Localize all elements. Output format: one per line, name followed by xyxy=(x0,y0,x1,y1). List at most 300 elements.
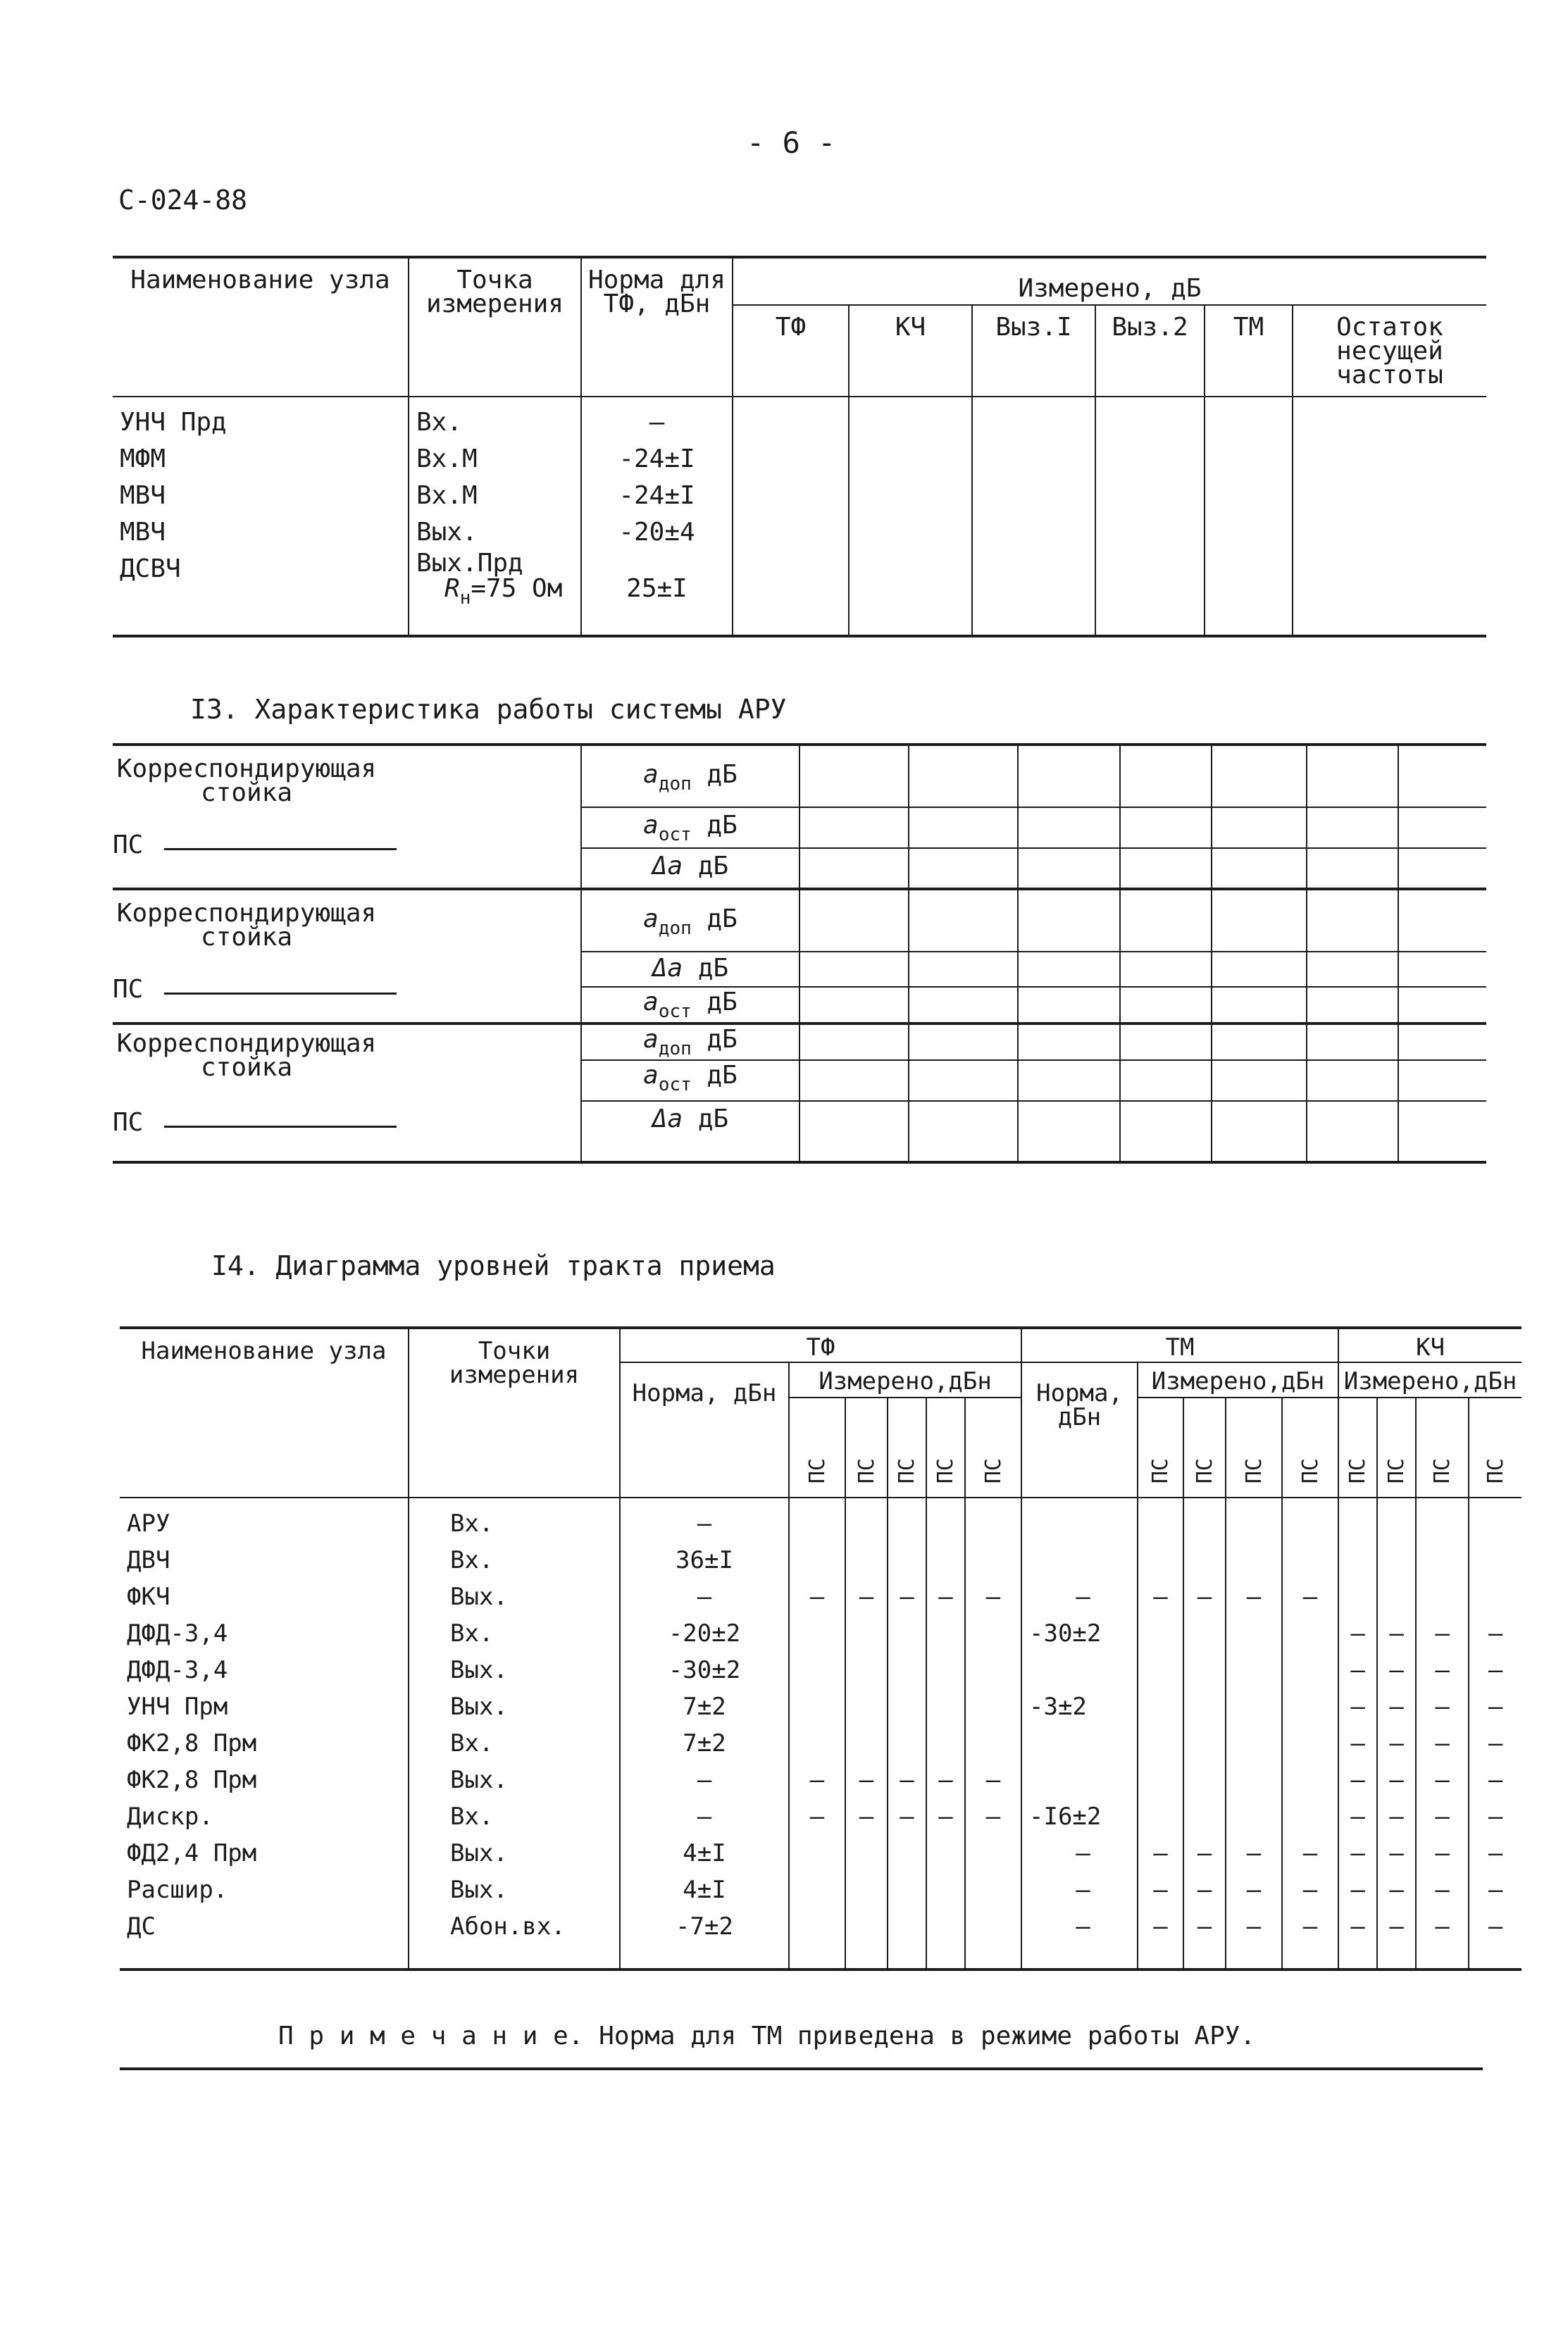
dash-mark: – xyxy=(900,1803,914,1831)
ps-column-header xyxy=(1226,1398,1282,1498)
param-cell xyxy=(581,1023,799,1060)
measure-point: Вых. xyxy=(450,1766,508,1794)
dash-mark: – xyxy=(1488,1803,1503,1831)
value-cell xyxy=(1398,889,1486,952)
dash-mark: – xyxy=(1197,1583,1212,1611)
agc-group-1 xyxy=(113,745,581,889)
dash-mark: – xyxy=(1488,1619,1503,1648)
dash-mark: – xyxy=(1435,1729,1450,1757)
ps-column-header xyxy=(965,1398,1021,1498)
measured-cell xyxy=(849,397,972,636)
param-cell xyxy=(581,848,799,889)
header-node-name: Наименование узла xyxy=(113,257,409,397)
dash-mark: – xyxy=(859,1766,874,1794)
value-cell xyxy=(1212,1060,1307,1101)
value-cell xyxy=(1307,848,1398,889)
dash-mark: – xyxy=(1488,1656,1503,1684)
tm-norm: – xyxy=(1076,1839,1090,1867)
param-unit: дБ xyxy=(707,1025,738,1054)
norm-value: -20±4 xyxy=(618,518,695,547)
ps-label: ПС xyxy=(895,1457,919,1483)
node-name: МВЧ xyxy=(120,518,166,547)
node-name: АРУ xyxy=(127,1510,170,1538)
value-cell xyxy=(1018,1101,1120,1162)
tf-ps-col xyxy=(926,1498,965,1970)
dash-mark: – xyxy=(1350,1729,1365,1757)
value-cell xyxy=(1120,889,1212,952)
value-cell xyxy=(1212,889,1307,952)
ps-column-header xyxy=(789,1398,845,1498)
param-symbol: a xyxy=(643,1061,659,1090)
dash-mark: – xyxy=(938,1766,953,1794)
node-name: ФКЧ xyxy=(127,1583,170,1611)
measured-cell xyxy=(1293,397,1486,636)
measure-point: Вых. xyxy=(450,1693,508,1721)
node-name: ДФД-3,4 xyxy=(127,1656,228,1684)
measure-point: Вых. xyxy=(416,518,478,547)
dash-mark: – xyxy=(938,1583,953,1611)
param-cell xyxy=(581,1101,799,1162)
dash-mark: – xyxy=(1246,1839,1262,1867)
value-cell xyxy=(1307,807,1398,848)
header-measure-point: Точка измерения xyxy=(409,257,581,397)
ps-label: ПС xyxy=(1241,1457,1267,1483)
value-cell xyxy=(1212,848,1307,889)
node-names-cell xyxy=(120,1498,409,1970)
dash-mark: – xyxy=(1389,1876,1404,1904)
norms-cell xyxy=(581,397,733,636)
value-cell xyxy=(909,848,1018,889)
node-names-cell xyxy=(113,397,409,636)
ps-label: ПС xyxy=(1192,1457,1217,1483)
value-cell xyxy=(1018,848,1120,889)
ps-column-header xyxy=(888,1398,926,1498)
tm-norm xyxy=(1029,1652,1137,1688)
dash-mark: – xyxy=(1350,1839,1365,1867)
ps-label: ПС xyxy=(1430,1457,1455,1483)
value-cell xyxy=(909,807,1018,848)
param-symbol: a xyxy=(643,1025,659,1054)
dash-mark: – xyxy=(1389,1729,1404,1757)
header-tm-measured: Измерено,дБн xyxy=(1138,1362,1338,1398)
ps-column-header xyxy=(1416,1398,1469,1498)
param-unit: дБ xyxy=(707,1061,738,1090)
value-cell xyxy=(909,1101,1018,1162)
norm-value: 25±I xyxy=(626,574,687,603)
ps-label: ПС xyxy=(1298,1457,1323,1483)
tf-norm: 4±I xyxy=(683,1839,726,1867)
dash-mark: – xyxy=(1246,1583,1262,1611)
tm-ps-col xyxy=(1282,1498,1338,1970)
value-cell xyxy=(909,1060,1018,1101)
tf-norm: -7±2 xyxy=(676,1912,733,1941)
param-symbol: Δa xyxy=(652,1105,683,1133)
dash-mark: – xyxy=(1350,1876,1365,1904)
param-unit: дБ xyxy=(707,988,738,1016)
receive-levels-table xyxy=(120,1326,1522,1971)
dash-mark: – xyxy=(809,1803,825,1831)
ps-label: ПС xyxy=(1148,1457,1174,1483)
header-tf: ТФ xyxy=(620,1328,1021,1362)
value-cell xyxy=(1307,1101,1398,1162)
value-cell xyxy=(799,1060,909,1101)
param-symbol: a xyxy=(643,811,659,840)
ps-row xyxy=(113,975,580,1004)
kch-ps-col xyxy=(1338,1498,1377,1970)
dash-mark: – xyxy=(900,1583,914,1611)
value-cell xyxy=(1212,1101,1307,1162)
dash-mark: – xyxy=(1350,1619,1365,1648)
param-subscript: ост xyxy=(658,1074,692,1095)
norm-value: -24±I xyxy=(618,444,695,473)
tm-norm xyxy=(1029,1505,1137,1542)
dash-mark: – xyxy=(1389,1693,1404,1721)
node-name: УНЧ Прд xyxy=(120,408,227,437)
dash-mark: – xyxy=(1435,1656,1450,1684)
param-symbol: a xyxy=(643,988,659,1016)
norm-value: -24±I xyxy=(618,481,695,510)
header-measure-points: Точки измерения xyxy=(409,1328,620,1498)
dash-mark: – xyxy=(1350,1912,1365,1941)
measure-point: Вх. xyxy=(450,1729,494,1757)
tm-norm: -3±2 xyxy=(1029,1693,1087,1721)
tm-norms-cell xyxy=(1021,1498,1138,1970)
tm-norm xyxy=(1029,1725,1137,1762)
value-cell xyxy=(1307,1023,1398,1060)
value-cell xyxy=(1120,952,1212,987)
value-cell xyxy=(1212,952,1307,987)
param-cell xyxy=(581,889,799,952)
value-cell xyxy=(1398,987,1486,1023)
measured-cell xyxy=(733,397,849,636)
value-cell xyxy=(1398,1101,1486,1162)
dash-mark: – xyxy=(985,1803,1001,1831)
ps-label: ПС xyxy=(981,1457,1006,1483)
node-name: ФК2,8 Прм xyxy=(127,1766,257,1794)
measure-point: Вх. xyxy=(450,1546,494,1574)
measured-cell xyxy=(1095,397,1205,636)
dash-mark: – xyxy=(1389,1766,1404,1794)
dash-mark: – xyxy=(1488,1876,1503,1904)
dash-mark: – xyxy=(1488,1766,1503,1794)
dash-mark: – xyxy=(1435,1839,1450,1867)
ps-label: ПС xyxy=(1483,1457,1508,1483)
node-name: Расшир. xyxy=(127,1876,228,1904)
header-measured: Измерено, дБ xyxy=(733,257,1486,305)
dash-mark: – xyxy=(1488,1912,1503,1941)
load-subscript: н xyxy=(459,587,471,609)
param-unit: дБ xyxy=(697,954,729,983)
tm-norm: – xyxy=(1076,1583,1090,1611)
value-cell xyxy=(1018,807,1120,848)
agc-table xyxy=(113,743,1486,1164)
measure-point: Вх. xyxy=(450,1803,494,1831)
value-cell xyxy=(1018,952,1120,987)
dash-mark: – xyxy=(1389,1656,1404,1684)
dash-mark: – xyxy=(1435,1619,1450,1648)
ps-column-header xyxy=(1138,1398,1183,1498)
tf-norm: – xyxy=(697,1803,712,1831)
ps-column-header xyxy=(845,1398,888,1498)
measure-point: Вх. xyxy=(450,1510,494,1538)
ps-label: ПС xyxy=(1345,1457,1371,1483)
param-unit: дБ xyxy=(697,1105,729,1133)
value-cell xyxy=(909,745,1018,807)
value-cell xyxy=(799,745,909,807)
ps-column-header xyxy=(1377,1398,1416,1498)
dash-mark: – xyxy=(1350,1803,1365,1831)
page-number: - 6 - xyxy=(747,125,836,160)
dash-mark: – xyxy=(859,1583,874,1611)
dash-mark: – xyxy=(809,1583,825,1611)
value-cell xyxy=(1212,1023,1307,1060)
tf-ps-col xyxy=(965,1498,1021,1970)
tf-norm: 4±I xyxy=(683,1876,726,1904)
dash-mark: – xyxy=(1153,1876,1168,1904)
dash-mark: – xyxy=(1435,1766,1450,1794)
ps-label: ПС xyxy=(113,975,144,1004)
measure-point: Вх.М xyxy=(416,481,478,510)
tm-norm: – xyxy=(1076,1912,1090,1941)
header-col-call2: Выз.2 xyxy=(1095,305,1205,397)
agc-group-3 xyxy=(113,1023,581,1162)
node-name: Дискр. xyxy=(127,1803,213,1831)
param-unit: дБ xyxy=(697,852,729,881)
value-cell xyxy=(1018,1060,1120,1101)
value-cell xyxy=(799,807,909,848)
param-subscript: ост xyxy=(658,824,692,845)
measure-point: Вых. xyxy=(450,1656,508,1684)
header-col-tf: ТФ xyxy=(733,305,849,397)
header-kch: КЧ xyxy=(1338,1328,1522,1362)
measured-cell xyxy=(972,397,1095,636)
ps-label: ПС xyxy=(113,830,144,859)
document-code: С-024-88 xyxy=(118,185,248,216)
ps-label: ПС xyxy=(1384,1457,1410,1483)
dash-mark: – xyxy=(900,1766,914,1794)
value-cell xyxy=(799,889,909,952)
section-13-title: I3. Характеристика работы системы АРУ xyxy=(190,694,787,725)
dash-mark: – xyxy=(1153,1912,1168,1941)
header-tf-norm: Норма, дБн xyxy=(620,1362,789,1498)
table-note: П р и м е ч а н и е. Норма для ТМ приведена в режиме работы АРУ. xyxy=(278,2022,1256,2051)
measure-point: Вх. xyxy=(450,1619,494,1648)
value-cell xyxy=(1398,1060,1486,1101)
ps-column-header xyxy=(1469,1398,1522,1498)
value-cell xyxy=(909,952,1018,987)
value-cell xyxy=(909,889,1018,952)
dash-mark: – xyxy=(1435,1803,1450,1831)
dash-mark: – xyxy=(1197,1839,1212,1867)
dash-mark: – xyxy=(1389,1803,1404,1831)
measure-points-cell xyxy=(409,1498,620,1970)
dash-mark: – xyxy=(859,1803,874,1831)
tm-norm: – xyxy=(1076,1876,1090,1904)
param-cell xyxy=(581,987,799,1023)
dash-mark: – xyxy=(1350,1766,1365,1794)
measurement-table xyxy=(113,256,1486,637)
tm-norm xyxy=(1029,1542,1137,1579)
measure-point: Вых.Прд xyxy=(416,549,523,578)
ps-column-header xyxy=(1282,1398,1338,1498)
ps-row xyxy=(113,1108,580,1137)
header-kch-measured: Измерено,дБн xyxy=(1338,1362,1522,1398)
param-subscript: доп xyxy=(658,1038,692,1059)
kch-ps-col xyxy=(1469,1498,1522,1970)
dash-mark: – xyxy=(1153,1583,1168,1611)
measure-point: Вх.М xyxy=(416,444,478,473)
corr-rack-label: Корреспондирующая стойка xyxy=(116,1029,377,1082)
header-col-call1: Выз.I xyxy=(972,305,1095,397)
dash-mark: – xyxy=(809,1766,825,1794)
node-name: ДС xyxy=(127,1912,156,1941)
header-col-carrier-residual: Остаток несущей частоты xyxy=(1293,305,1486,397)
ps-label: ПС xyxy=(113,1108,144,1137)
measure-point: Абон.вх. xyxy=(450,1912,566,1941)
value-cell xyxy=(909,987,1018,1023)
value-cell xyxy=(1307,952,1398,987)
tm-norm xyxy=(1029,1762,1137,1798)
header-node-name: Наименование узла xyxy=(120,1328,409,1498)
dash-mark: – xyxy=(1302,1912,1318,1941)
node-name: УНЧ Прм xyxy=(127,1693,228,1721)
value-cell xyxy=(1018,987,1120,1023)
bottom-rule xyxy=(120,2067,1483,2070)
value-cell xyxy=(1120,1060,1212,1101)
value-cell xyxy=(1120,848,1212,889)
kch-ps-col xyxy=(1416,1498,1469,1970)
param-symbol: a xyxy=(643,904,659,933)
dash-mark: – xyxy=(1488,1729,1503,1757)
measure-points-cell xyxy=(409,397,581,636)
dash-mark: – xyxy=(1435,1876,1450,1904)
dash-mark: – xyxy=(1197,1876,1212,1904)
value-cell xyxy=(909,1023,1018,1060)
tf-norm: 7±2 xyxy=(683,1693,726,1721)
value-cell xyxy=(799,848,909,889)
ps-column-header xyxy=(1183,1398,1226,1498)
corr-rack-label: Корреспондирующая стойка xyxy=(116,899,377,952)
dash-mark: – xyxy=(1488,1839,1503,1867)
ps-row xyxy=(113,830,580,859)
value-cell xyxy=(1398,745,1486,807)
node-name: ФД2,4 Прм xyxy=(127,1839,257,1867)
kch-ps-col xyxy=(1377,1498,1416,1970)
tf-norm: -30±2 xyxy=(668,1656,741,1684)
dash-mark: – xyxy=(1435,1912,1450,1941)
node-name: МФМ xyxy=(120,444,166,473)
param-subscript: доп xyxy=(658,773,692,795)
header-tm-norm: Норма, дБн xyxy=(1021,1362,1138,1498)
header-tf-measured: Измерено,дБн xyxy=(789,1362,1021,1398)
node-name: ДВЧ xyxy=(127,1546,170,1574)
dash-mark: – xyxy=(1302,1876,1318,1904)
measure-point: Вых. xyxy=(450,1839,508,1867)
value-cell xyxy=(1120,807,1212,848)
dash-mark: – xyxy=(1246,1912,1262,1941)
value-cell xyxy=(1398,848,1486,889)
param-subscript: доп xyxy=(658,918,692,939)
ps-label: ПС xyxy=(804,1457,830,1483)
ps-blank xyxy=(164,848,397,850)
corr-rack-label: Корреспондирующая стойка xyxy=(116,754,377,807)
header-col-kch: КЧ xyxy=(849,305,972,397)
measure-point-load xyxy=(416,576,580,611)
value-cell xyxy=(799,952,909,987)
tf-norm: – xyxy=(697,1766,712,1794)
value-cell xyxy=(799,1023,909,1060)
measured-cell xyxy=(1205,397,1293,636)
dash-mark: – xyxy=(1302,1583,1318,1611)
dash-mark: – xyxy=(1389,1619,1404,1648)
tf-norm: – xyxy=(697,1583,712,1611)
dash-mark: – xyxy=(1197,1912,1212,1941)
ps-column-header xyxy=(1338,1398,1377,1498)
tm-ps-col xyxy=(1183,1498,1226,1970)
dash-mark: – xyxy=(1389,1839,1404,1867)
param-symbol: Δa xyxy=(652,954,683,983)
value-cell xyxy=(1398,1023,1486,1060)
dash-mark: – xyxy=(1350,1656,1365,1684)
tf-norm: 7±2 xyxy=(683,1729,726,1757)
tf-norms-cell xyxy=(620,1498,789,1970)
value-cell xyxy=(1212,745,1307,807)
value-cell xyxy=(799,987,909,1023)
load-value: =75 Ом xyxy=(471,574,563,603)
tm-norm: -30±2 xyxy=(1029,1619,1102,1648)
value-cell xyxy=(1307,889,1398,952)
tm-ps-col xyxy=(1138,1498,1183,1970)
dash-mark: – xyxy=(985,1766,1001,1794)
param-unit: дБ xyxy=(707,811,738,840)
tm-ps-col xyxy=(1226,1498,1282,1970)
header-tm: ТМ xyxy=(1021,1328,1338,1362)
value-cell xyxy=(1212,807,1307,848)
param-unit: дБ xyxy=(707,904,738,933)
value-cell xyxy=(1018,889,1120,952)
dash-mark: – xyxy=(1435,1693,1450,1721)
measure-point: Вх. xyxy=(416,408,463,437)
load-symbol: R xyxy=(444,574,460,603)
dash-mark: – xyxy=(938,1803,953,1831)
param-subscript: ост xyxy=(658,1001,692,1022)
tm-norm: -I6±2 xyxy=(1029,1803,1102,1831)
dash-mark: – xyxy=(1246,1876,1262,1904)
value-cell xyxy=(1398,807,1486,848)
value-cell xyxy=(1120,987,1212,1023)
value-cell xyxy=(1120,745,1212,807)
ps-label: ПС xyxy=(933,1457,958,1483)
value-cell xyxy=(799,1101,909,1162)
param-cell xyxy=(581,952,799,987)
value-cell xyxy=(1018,1023,1120,1060)
header-norm-tf: Норма для ТФ, дБн xyxy=(581,257,733,397)
norm-value: – xyxy=(649,408,665,437)
measure-point: Вых. xyxy=(450,1583,508,1611)
tf-norm: 36±I xyxy=(676,1546,733,1574)
value-cell xyxy=(1307,745,1398,807)
tf-ps-col xyxy=(845,1498,888,1970)
dash-mark: – xyxy=(1350,1693,1365,1721)
tf-norm: – xyxy=(697,1510,712,1538)
param-cell xyxy=(581,1060,799,1101)
measure-point: Вых. xyxy=(450,1876,508,1904)
value-cell xyxy=(1307,987,1398,1023)
node-name: ДФД-3,4 xyxy=(127,1619,228,1648)
param-unit: дБ xyxy=(707,760,738,789)
dash-mark: – xyxy=(1389,1912,1404,1941)
tf-ps-col xyxy=(789,1498,845,1970)
